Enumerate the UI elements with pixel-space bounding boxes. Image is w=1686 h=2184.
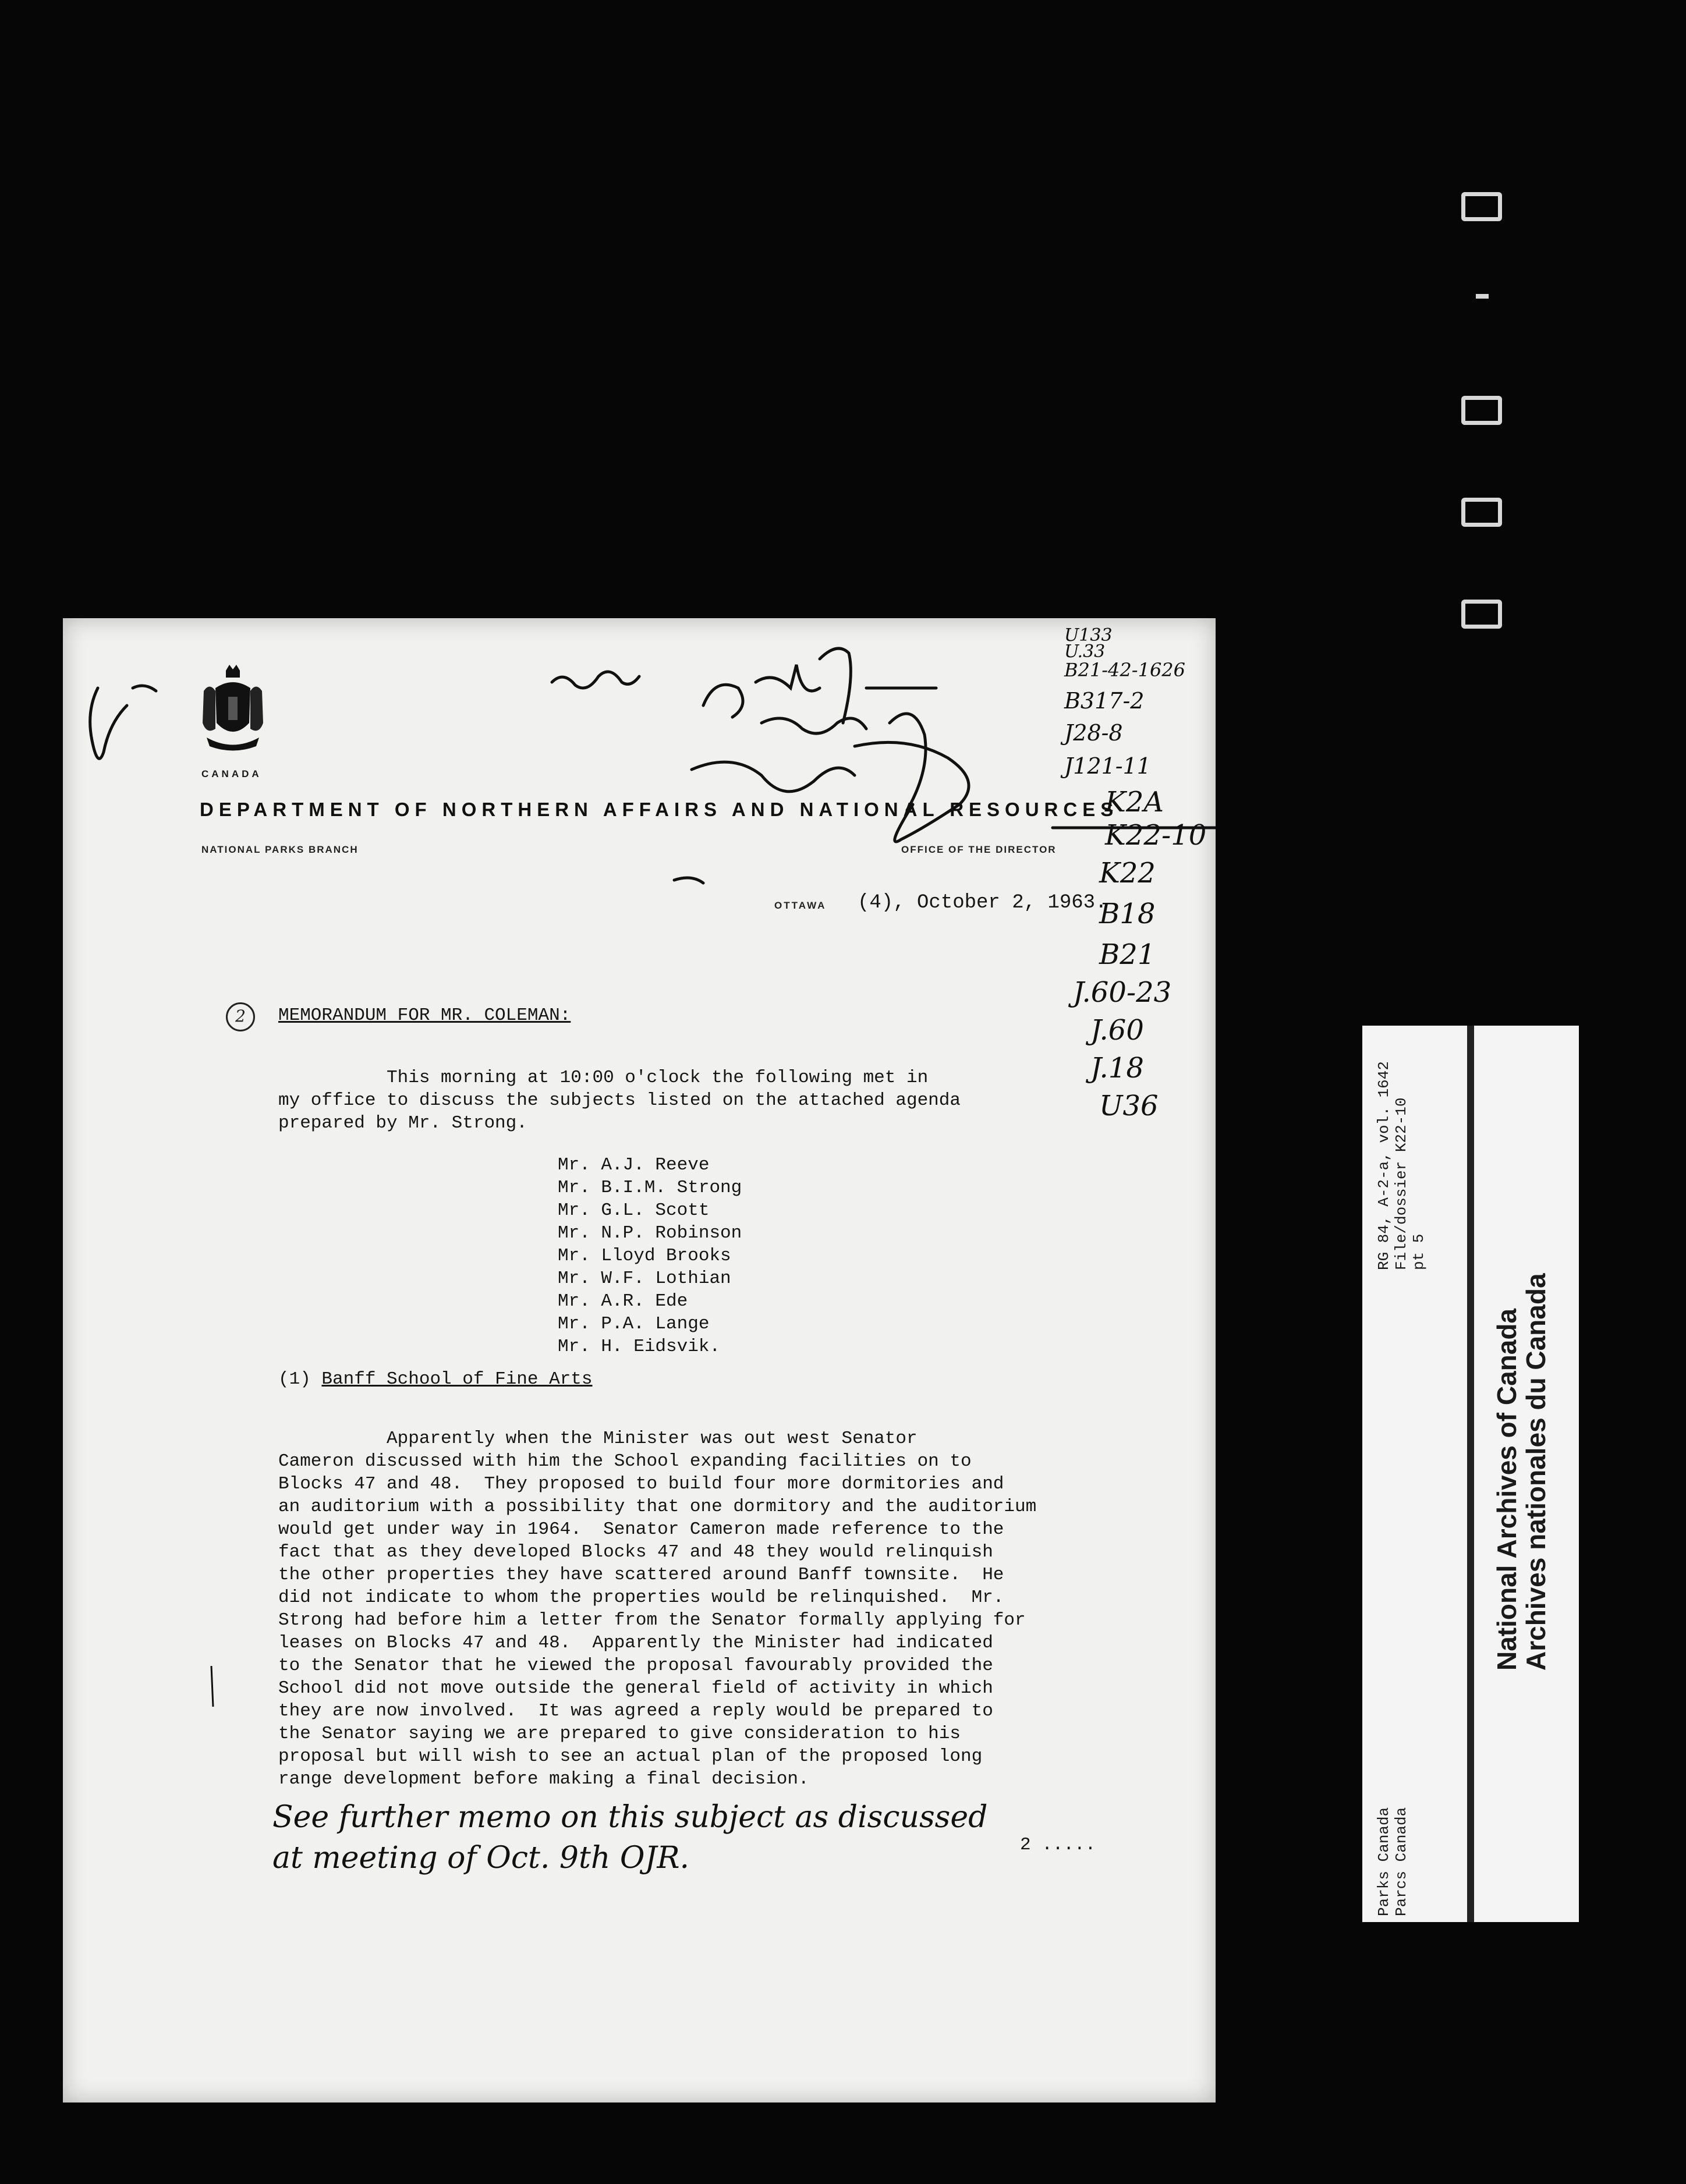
body-line: School did not move outside the general field of activity in which xyxy=(278,1678,993,1699)
file-code: B317-2 xyxy=(1064,688,1145,714)
archive-reference-line: File/dossier K22-10 xyxy=(1393,1097,1410,1270)
body-line: to the Senator that he viewed the proposal favourably provided the xyxy=(278,1655,993,1676)
intro-line: This morning at 10:00 o'clock the following met in xyxy=(278,1068,929,1088)
body-line: an auditorium with a possibility that one dormitory and the auditorium xyxy=(278,1497,1037,1517)
archive-reference-line: RG 84, A-2-a, vol. 1642 xyxy=(1375,1061,1393,1270)
body-line: Apparently when the Minister was out west Senator xyxy=(278,1428,918,1449)
body-line: the other properties they have scattered around Banff townsite. He xyxy=(278,1565,1004,1585)
section-title: Banff School of Fine Arts xyxy=(321,1369,593,1389)
film-frame-mark xyxy=(1461,192,1502,221)
archive-institution-fr: Archives nationales du Canada xyxy=(1521,1273,1551,1671)
memo-date: (4), October 2, 1963. xyxy=(858,892,1107,914)
body-line: they are now involved. It was agreed a reply would be prepared to xyxy=(278,1701,993,1721)
archive-agency-line: Parcs Canada xyxy=(1393,1807,1410,1916)
file-code: K22-10 xyxy=(1105,819,1207,852)
section-heading xyxy=(278,1369,593,1389)
archive-institution-en: National Archives of Canada xyxy=(1492,1308,1522,1671)
file-code: B21-42-1626 xyxy=(1064,659,1186,681)
file-code: B21 xyxy=(1099,938,1156,971)
section-number: (1) xyxy=(278,1369,311,1389)
memo-page xyxy=(63,618,1216,2103)
body-line: proposal but will wish to see an actual plan of the proposed long xyxy=(278,1746,983,1767)
film-frame-mark xyxy=(1476,294,1489,299)
film-frame-mark xyxy=(1461,600,1502,629)
attendee: Mr. H. Eidsvik. xyxy=(558,1336,721,1357)
attendee: Mr. A.R. Ede xyxy=(558,1291,688,1311)
body-line: did not indicate to whom the properties would be relinquished. Mr. xyxy=(278,1587,1004,1608)
body-line: fact that as they developed Blocks 47 and 48 they would relinquish xyxy=(278,1542,993,1562)
handwritten-note-line: at meeting of Oct. 9th OJR. xyxy=(272,1841,690,1875)
letterhead-country: CANADA xyxy=(201,768,262,779)
handwritten-note-line: See further memo on this subject as discussed xyxy=(272,1800,988,1835)
page-continuation: 2 ..... xyxy=(1020,1835,1096,1855)
attendee: Mr. A.J. Reeve xyxy=(558,1155,710,1175)
archive-label xyxy=(1362,1026,1579,1922)
body-line: the Senator saying we are prepared to give consideration to his xyxy=(278,1724,961,1744)
body-line: would get under way in 1964. Senator Cameron made reference to the xyxy=(278,1519,1004,1540)
letterhead-branch: NATIONAL PARKS BRANCH xyxy=(201,844,359,855)
letterhead-office: OFFICE OF THE DIRECTOR xyxy=(901,844,1057,855)
label-divider xyxy=(1467,1026,1474,1922)
file-code: U.33 xyxy=(1064,641,1106,662)
memo-title: MEMORANDUM FOR MR. COLEMAN: xyxy=(278,1005,571,1026)
item-number: 2 xyxy=(226,1002,255,1031)
file-code: K22 xyxy=(1099,857,1156,889)
file-code: B18 xyxy=(1099,898,1156,930)
letterhead-department: DEPARTMENT OF NORTHERN AFFAIRS AND NATIONAL RESOURCES xyxy=(200,799,1119,820)
file-code: J121-11 xyxy=(1064,753,1151,779)
file-code: J.60 xyxy=(1090,1014,1144,1047)
body-line: leases on Blocks 47 and 48. Apparently the Minister had indicated xyxy=(278,1633,993,1653)
letterhead-place: OTTAWA xyxy=(774,900,827,911)
coat-of-arms-icon xyxy=(198,665,268,752)
file-code: J.18 xyxy=(1090,1052,1144,1084)
attendee: Mr. N.P. Robinson xyxy=(558,1223,742,1243)
archive-agency-line: Parks Canada xyxy=(1375,1807,1393,1916)
body-line: Strong had before him a letter from the Senator formally applying for xyxy=(278,1610,1026,1630)
attendee: Mr. P.A. Lange xyxy=(558,1314,710,1334)
film-frame-mark xyxy=(1461,396,1502,425)
file-code: U36 xyxy=(1099,1090,1159,1122)
attendee: Mr. B.I.M. Strong xyxy=(558,1178,742,1198)
attendee: Mr. G.L. Scott xyxy=(558,1200,710,1221)
body-line: range development before making a final decision. xyxy=(278,1769,809,1789)
file-code: K2A xyxy=(1105,786,1164,818)
attendee: Mr. Lloyd Brooks xyxy=(558,1246,731,1266)
intro-line: prepared by Mr. Strong. xyxy=(278,1113,527,1133)
body-line: Blocks 47 and 48. They proposed to build four more dormitories and xyxy=(278,1474,1004,1494)
film-frame-mark xyxy=(1461,498,1502,527)
file-code: J28-8 xyxy=(1064,720,1123,746)
file-code: J.60-23 xyxy=(1073,976,1172,1009)
archive-reference-line: pt 5 xyxy=(1410,1233,1428,1270)
file-code: U133 xyxy=(1064,625,1113,646)
body-line: Cameron discussed with him the School expanding facilities on to xyxy=(278,1451,972,1472)
intro-line: my office to discuss the subjects listed on the attached agenda xyxy=(278,1090,961,1111)
attendee: Mr. W.F. Lothian xyxy=(558,1268,731,1289)
handwritten-signatures xyxy=(63,618,1216,2103)
